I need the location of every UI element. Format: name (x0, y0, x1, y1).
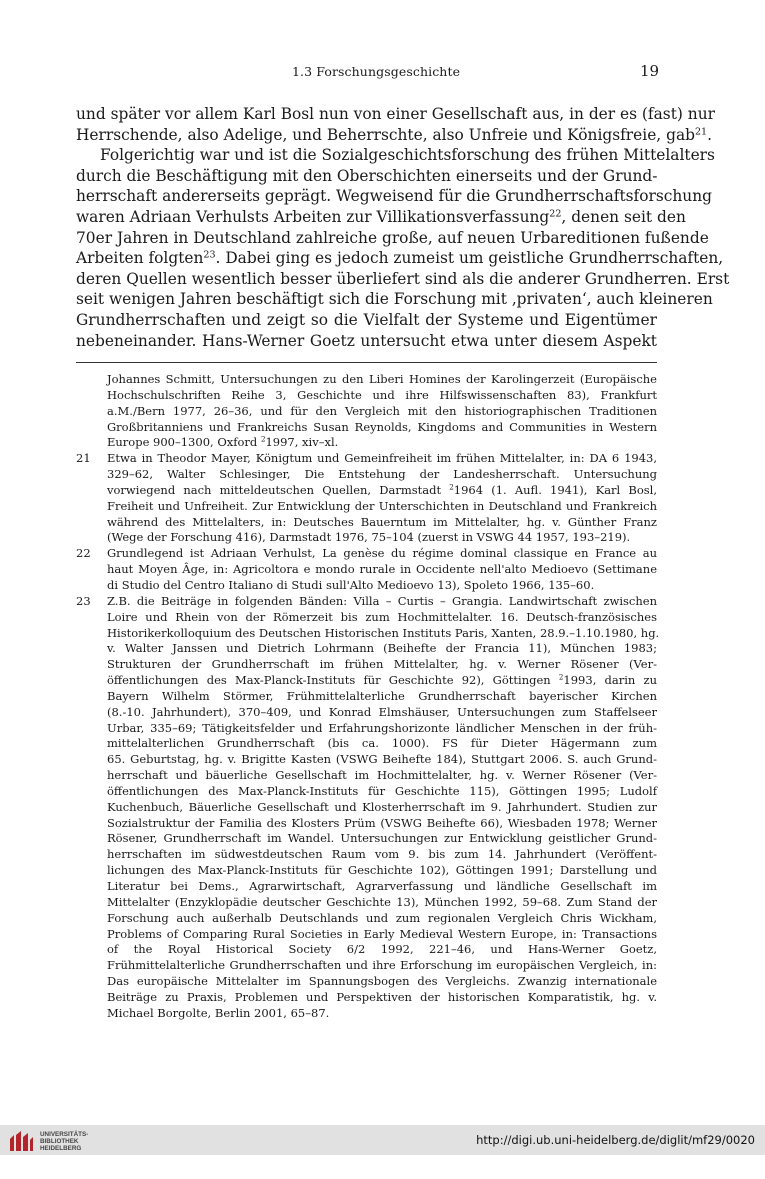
body-line (76, 104, 715, 125)
body-line (76, 166, 657, 187)
footnote-line (107, 546, 657, 562)
footnote-line (107, 847, 657, 863)
footnote-line (107, 927, 657, 943)
footnote-line (107, 483, 657, 499)
footnote-body (107, 451, 657, 546)
line-text: mittelalterlichen Grundherrschaft (bis ca. 1000). FS für Dieter Hägermann zum (107, 736, 657, 751)
body-line (76, 248, 724, 269)
line-text: haut Moyen Âge, in: Agricoltora e mondo rurale in Occidente nell'alto Medioevo (Settimane (107, 562, 657, 577)
footnote-line (107, 499, 657, 515)
line-text: Johannes Schmitt, Untersuchungen zu den Liberi Homines der Karolingerzeit (Europäische (107, 372, 657, 386)
line-text: Herrschende, also Adelige, und Beherrschte, also Unfreie und Königsfreie, gab (76, 125, 695, 144)
footnote-line (107, 451, 657, 467)
footnote-number: 21 (76, 451, 91, 466)
footnote-line (107, 816, 657, 832)
footnote-line (107, 800, 657, 816)
footnote-line (107, 990, 657, 1006)
line-text: Folgerichtig war und ist die Sozialgeschichtsforschung des frühen Mittelalters (100, 146, 715, 165)
footnote (76, 593, 660, 1022)
body-line (76, 310, 657, 331)
line-text: Beiträge zu Praxis, Problemen und Perspektiven der historischen Komparatistik, hg. v. (107, 989, 657, 1004)
footnote-line (107, 895, 657, 911)
line-text: 70er Jahren in Deutschland zahlreiche große, auf neuen Urbareditionen fußende (76, 228, 709, 247)
footnote-line (107, 942, 657, 958)
footnote-line (107, 610, 657, 626)
footnote-line (107, 562, 657, 578)
line-text: 329–62, Walter Schlesinger, Die Entstehung der Landesherrschaft. Untersuchung (107, 467, 657, 482)
line-text: Freiheit und Unfreiheit. Zur Entwicklung der Unterschichten in Deutschland und Frankreich (107, 498, 657, 513)
line-text: Problems of Comparing Rural Societies in Early Medieval Western Europe, in: Transactions (107, 926, 657, 941)
line-text: Rösener, Grundherrschaft im Wandel. Untersuchungen zur Entwicklung geistlicher Grund- (107, 831, 657, 846)
footnote-ref: 2 (449, 482, 454, 492)
footnote-ref: 21 (694, 125, 708, 137)
footnote-line (107, 879, 657, 895)
running-head (0, 62, 765, 82)
line-text: vorwiegend nach mitteldeutschen Quellen, Darmstadt (107, 482, 450, 497)
line-text: deren Quellen wesentlich besser überliefert sind als die anderer Grundherren. Erst (76, 269, 730, 288)
line-text: Das europäische Mittelalter im Spannungsbogen des Vergleichs. Zwanzig internationale (107, 974, 657, 989)
footnote-divider (76, 362, 657, 363)
footnote-line (107, 435, 657, 451)
line-text: herrschaften im südwestdeutschen Raum vom 9. bis zum 14. Jahrhundert (Veröffent- (107, 847, 657, 862)
page-number: 19 (640, 62, 660, 80)
footnote-line (107, 515, 657, 531)
library-logo[interactable] (8, 1129, 118, 1153)
line-text: (Wege der Forschung 416), Darmstadt 1976, 75–104 (zuerst in VSWG 44 1957, 193–219). (107, 530, 631, 545)
footnote-line (107, 420, 657, 436)
line-text: Etwa in Theodor Mayer, Königtum und Gemeinfreiheit im frühen Mittelalter, in: DA 6 1943, (107, 451, 657, 466)
footnote-number: 22 (76, 546, 91, 561)
body-line (76, 145, 715, 166)
line-text: Kuchenbuch, Bäuerliche Gesellschaft und Klosterherrschaft im 9. Jahrhundert. Studien zur (107, 799, 657, 814)
footnote-ref: 22 (549, 208, 562, 220)
body-line (76, 207, 686, 228)
body-line (76, 269, 730, 290)
line-text: und später vor allem Karl Bosl nun von einer Gesellschaft aus, in der es (fast) nur (76, 105, 715, 123)
footnote-body (107, 546, 657, 594)
line-text-continued: 1964 (1. Aufl. 1941), Karl Bosl, (453, 482, 657, 497)
footnote-line (107, 673, 657, 689)
line-text: v. Walter Janssen und Dietrich Lohrmann (Beihefte der Francia 11), München 1983; (107, 641, 657, 656)
line-text: Urbar, 335–69; Tätigkeitsfelder und Erfahrungshorizonte ländlicher Menschen in der früh- (107, 720, 657, 735)
line-text: of the Royal Historical Society 6/2 1992, 221–46, und Hans-Werner Goetz, (107, 942, 657, 957)
line-text: Strukturen der Grundherrschaft im frühen Mittelalter, hg. v. Werner Rösener (Ver- (107, 657, 657, 672)
line-text: a.M./Bern 1977, 26–36, und für den Vergleich mit den historiographischen Traditionen (107, 403, 657, 418)
logo-line: HEIDELBERG (40, 1144, 82, 1152)
footnote-line (107, 752, 657, 768)
library-logo-text (40, 1132, 88, 1152)
footnote-body (107, 593, 660, 1022)
footnote (76, 372, 657, 451)
line-text-continued: 1993, darin zu (563, 673, 657, 688)
logo-line: UNIVERSITÄTS- (40, 1131, 89, 1138)
body-line (76, 289, 713, 310)
line-text: herrschaft und bäuerliche Gesellschaft im Hochmittelalter, hg. v. Werner Rösener (Ver- (107, 768, 657, 783)
running-head-title: 1.3 Forschungsgeschichte (292, 64, 461, 79)
footnote-ref: 2 (558, 672, 564, 682)
footnote-line (107, 467, 657, 483)
line-text: Arbeiten folgten (76, 249, 204, 268)
footnote-line (107, 657, 657, 673)
footnote-line (107, 578, 657, 594)
logo-line: BIBLIOTHEK (40, 1137, 79, 1145)
footnote (76, 546, 657, 594)
footnote-line (107, 721, 657, 737)
line-text: Z.B. die Beiträge in folgenden Bänden: Villa – Curtis – Grangia. Landwirtschaft zwischen (107, 593, 657, 608)
line-text: öffentlichungen des Max-Planck-Instituts für Geschichte 92), Göttingen (107, 673, 559, 688)
line-text: Grundlegend ist Adriaan Verhulst, La genèse du régime dominal classique en France au (107, 546, 657, 561)
footnote-line (107, 863, 657, 879)
line-text: Mittelalter (Enzyklopädie deutscher Geschichte 13), München 1992, 59–68. Zum Stand der (107, 894, 657, 909)
line-text: Hochschulschriften Reihe 3, Geschichte und ihre Hilfswissenschaften 83), Frankfurt (107, 387, 657, 402)
line-text: herrschaft andererseits geprägt. Wegweisend für die Grundherrschaftsforschung (76, 187, 712, 206)
footnote-line (107, 689, 657, 705)
footnote-line (107, 784, 657, 800)
footnote-line (107, 958, 657, 974)
footnote-number: 23 (76, 593, 91, 608)
line-text: waren Adriaan Verhulsts Arbeiten zur Villikationsverfassung (76, 207, 550, 226)
footnote-line (107, 736, 657, 752)
footer-bar (0, 1125, 765, 1155)
footnote-line (107, 705, 657, 721)
line-text: 65. Geburtstag, hg. v. Brigitte Kasten (VSWG Beihefte 184), Stuttgart 2006. S. auch Grund- (107, 752, 657, 767)
line-text: durch die Beschäftigung mit den Oberschichten einerseits und der Grund- (76, 166, 658, 185)
line-text: Sozialstruktur der Familia des Klosters Prüm (VSWG Beihefte 66), Wiesbaden 1978; Werner (107, 815, 657, 830)
line-text: während des Mittelalters, in: Deutsches Bauerntum im Mittelalter, hg. v. Günther Franz (107, 514, 657, 529)
body-line (76, 186, 712, 207)
footnote-ref: 23 (203, 249, 216, 261)
line-text: Europe 900–1300, Oxford (107, 435, 261, 450)
body-line (76, 331, 657, 352)
footnote-line (107, 911, 657, 927)
footnote-line (107, 1006, 657, 1022)
line-text-continued: , denen seit den (561, 207, 686, 226)
footnote (76, 451, 657, 546)
line-text: di Studio del Centro Italiano di Studi sull'Alto Medioevo 13), Spoleto 1966, 135–60. (107, 577, 595, 592)
line-text: Frühmittelalterliche Grundherrschaften und ihre Erforschung im europäischen Vergleich, in: (107, 958, 657, 973)
footnote-line (107, 768, 657, 784)
line-text: Literatur bei Dems., Agrarwirtschaft, Agrarverfassung und ländliche Gesellschaft im (107, 879, 657, 893)
footnote-line (107, 372, 657, 388)
body-line (76, 125, 713, 146)
footnote-line (107, 594, 657, 610)
footnote-line (107, 974, 657, 990)
line-text: Forschung auch außerhalb Deutschlands und zum regionalen Vergleich Chris Wickham, (107, 910, 657, 925)
footnote-line (107, 641, 657, 657)
library-logo-icon (8, 1129, 34, 1153)
line-text: Großbritanniens und Frankreichs Susan Reynolds, Kingdoms and Communities in Western (107, 419, 657, 434)
footnote-line (107, 625, 660, 642)
line-text: öffentlichungen des Max-Planck-Instituts für Geschichte 115), Göttingen 1995; Ludolf (107, 783, 657, 798)
footnote-line (107, 404, 657, 420)
footnote-line (107, 831, 657, 847)
line-text: Historikerkolloquium des Deutschen Historischen Instituts Paris, Xanten, 28.9.–1.10.1980, hg. (107, 625, 660, 640)
line-text-continued: . (707, 125, 713, 144)
footnote-body (107, 372, 657, 451)
line-text: (8.-10. Jahrhundert), 370–409, und Konrad Elmshäuser, Untersuchungen zum Staffelseer (107, 704, 657, 719)
line-text: Loire und Rhein von der Römerzeit bis zum Hochmittelalter. 16. Deutsch-französisches (107, 609, 657, 624)
line-text: Grundherrschaften und zeigt so die Vielfalt der Systeme und Eigentümer (76, 310, 657, 329)
line-text: nebeneinander. Hans-Werner Goetz untersucht etwa unter diesem Aspekt (76, 331, 657, 350)
footer-url-link[interactable]: http://digi.ub.uni-heidelberg.de/diglit/mf29/0020 (476, 1133, 755, 1147)
body-text (76, 104, 730, 351)
footnotes (76, 372, 660, 1022)
footnote-line (107, 530, 657, 546)
body-line (76, 228, 709, 249)
line-text-continued: 1997, xiv–xl. (265, 435, 339, 450)
line-text: seit wenigen Jahren beschäftigt sich die Forschung mit ‚privaten‘, auch kleineren (76, 290, 713, 309)
line-text-continued: . Dabei ging es jedoch zumeist um geistliche Grundherrschaften, (215, 249, 724, 268)
footnote-ref: 2 (260, 435, 266, 445)
line-text: lichungen des Max-Planck-Instituts für Geschichte 102), Göttingen 1991; Darstellung und (107, 863, 657, 878)
line-text: Michael Borgolte, Berlin 2001, 65–87. (107, 1005, 330, 1020)
line-text: Bayern Wilhelm Störmer, Frühmittelalterliche Grundherrschaft bayerischer Kirchen (107, 688, 657, 703)
footnote-line (107, 388, 657, 404)
